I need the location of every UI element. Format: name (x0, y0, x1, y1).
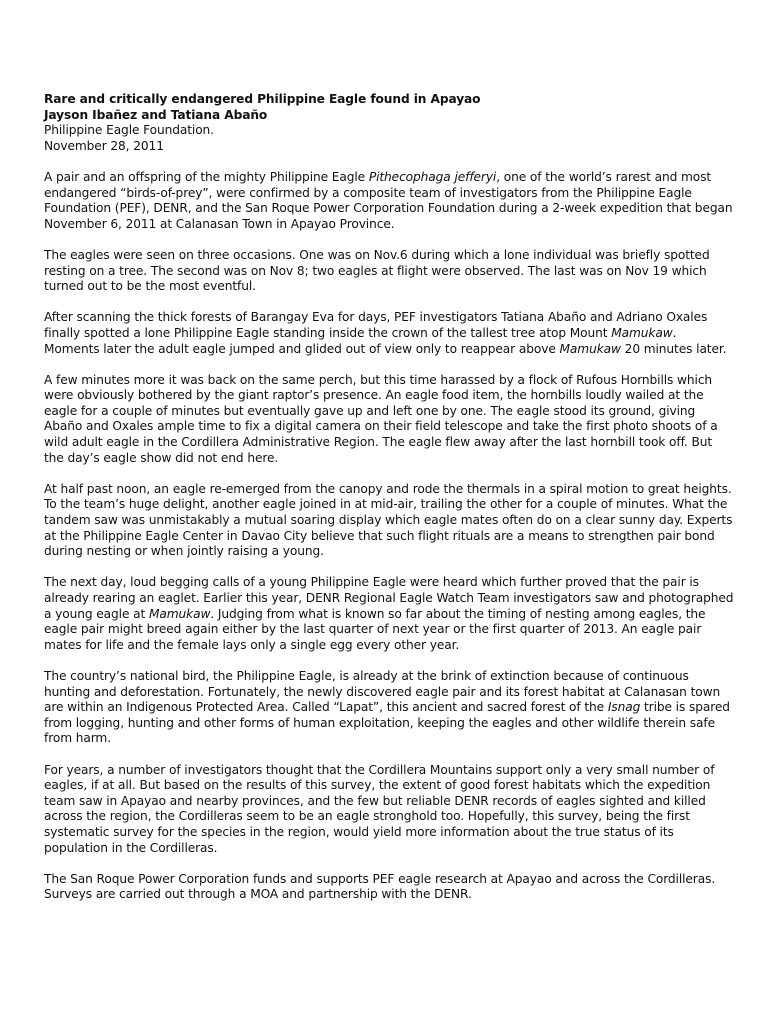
paragraph-8: For years, a number of investigators thought that the Cordillera Mountains support only a very small number of eagles, if at all. But based on the results of this survey, the extent of good forest habitats which the expedition team saw in Apayao and nearby provinces, and the few but reliable DENR records of eagles sighted and killed across the region, the Cordilleras seem to be an eagle stronghold too. Hopefully, this survey, being the first systematic survey for the species in the region, would yield more information about the true status of its population in the Cordilleras. (44, 762, 715, 855)
p6-text-c: . Judging from what is known so far about the timing of nesting among eagles, the eagle pair might breed again either by the last quarter of next year or the first quarter of 2013. An eagle pair mates for life and the female lays only a single egg every other year. (44, 606, 706, 652)
article-authors: Jayson Ibañez and Tatiana Abaño (44, 107, 268, 122)
p7-text-c: tribe is spared from logging, hunting and other forms of human exploitation, keeping the eagles and other wildlife therein safe from harm. (44, 700, 730, 746)
paragraph-9: The San Roque Power Corporation funds and supports PEF eagle research at Apayao and across the Cordilleras. Surveys are carried out through a MOA and partnership with the DENR. (44, 871, 716, 902)
article (44, 92, 734, 918)
p3-text-a: After scanning the thick forests of Barangay Eva for days, PEF investigators Tatiana Abaño and Adriano Oxales finally spotted a lone Philippine Eagle standing inside the crown of the tallest tree atop Mount (44, 310, 708, 340)
p1-text-a: A pair and an offspring of the mighty Philippine Eagle (44, 169, 369, 184)
paragraph-6 (44, 575, 734, 653)
paragraph-5: At half past noon, an eagle re-emerged from the canopy and rode the thermals in a spiral motion to great heights. To the team’s huge delight, another eagle joined in at mid-air, trailing the other for a couple of minutes. What the tandem saw was unmistakably a mutual soaring display which eagle mates often do on a clear sunny day. Experts at the Philippine Eagle Center in Davao City believe that such flight rituals are a means to strengthen pair bond during nesting or when jointly raising a young. (44, 481, 733, 559)
paragraph-7 (44, 669, 734, 747)
p6-text-a: The next day, loud begging calls of a young Philippine Eagle were heard which further proved that the pair is already rearing an eaglet. Earlier this year, DENR Regional Eagle Watch Team investigators saw and photographed a young eagle at (44, 575, 734, 621)
place-mamukaw: Mamukaw (148, 606, 211, 621)
tribe-isnag: Isnag (607, 700, 641, 715)
p1-text-c: , one of the world’s rarest and most endangered “birds-of-prey”, were confirmed by a composite team of investigators from the Philippine Eagle Foundation (PEF), DENR, and the San Roque Power Corporation Foundation during a 2-week expedition that began November 6, 2011 at Calanasan Town in Apayao Province. (44, 169, 733, 231)
article-title: Rare and critically endangered Philippine Eagle found in Apayao (44, 92, 481, 106)
article-organization: Philippine Eagle Foundation. (44, 123, 214, 138)
place-mamukaw: Mamukaw (611, 325, 673, 340)
paragraph-3 (44, 310, 734, 357)
paragraph-4: A few minutes more it was back on the same perch, but this time harassed by a flock of Rufous Hornbills which were obviously bothered by the giant raptor’s presence. An eagle food item, the hornbills loudly wailed at the eagle for a couple of minutes but eventually gave up and left one by one. The eagle stood its ground, giving Abaño and Oxales ample time to fix a digital camera on their field telescope and take the first photo shoots of a wild adult eagle in the Cordillera Administrative Region. The eagle flew away after the last hornbill took off. But the day’s eagle show did not end here. (44, 372, 718, 465)
paragraph-1 (44, 170, 734, 232)
species-name: Pithecophaga jefferyi (368, 169, 497, 184)
article-date: November 28, 2011 (44, 138, 164, 153)
paragraph-2: The eagles were seen on three occasions. One was on Nov.6 during which a lone individual was briefly spotted resting on a tree. The second was on Nov 8; two eagles at flight were observed. The last was on Nov 19 which turned out to be the most eventful. (44, 247, 710, 294)
place-mamukaw: Mamukaw (559, 341, 621, 356)
p3-text-e: 20 minutes later. (620, 341, 727, 356)
p7-text-a: The country’s national bird, the Philippine Eagle, is already at the brink of extinction because of continuous hunting and deforestation. Fortunately, the newly discovered eagle pair and its forest habitat at Calanasan town are within an Indigenous Protected Area. Called “Lapat”, this ancient and sacred forest of the (44, 668, 721, 715)
p3-text-c: . Moments later the adult eagle jumped and glided out of view only to reappear above (44, 325, 677, 356)
